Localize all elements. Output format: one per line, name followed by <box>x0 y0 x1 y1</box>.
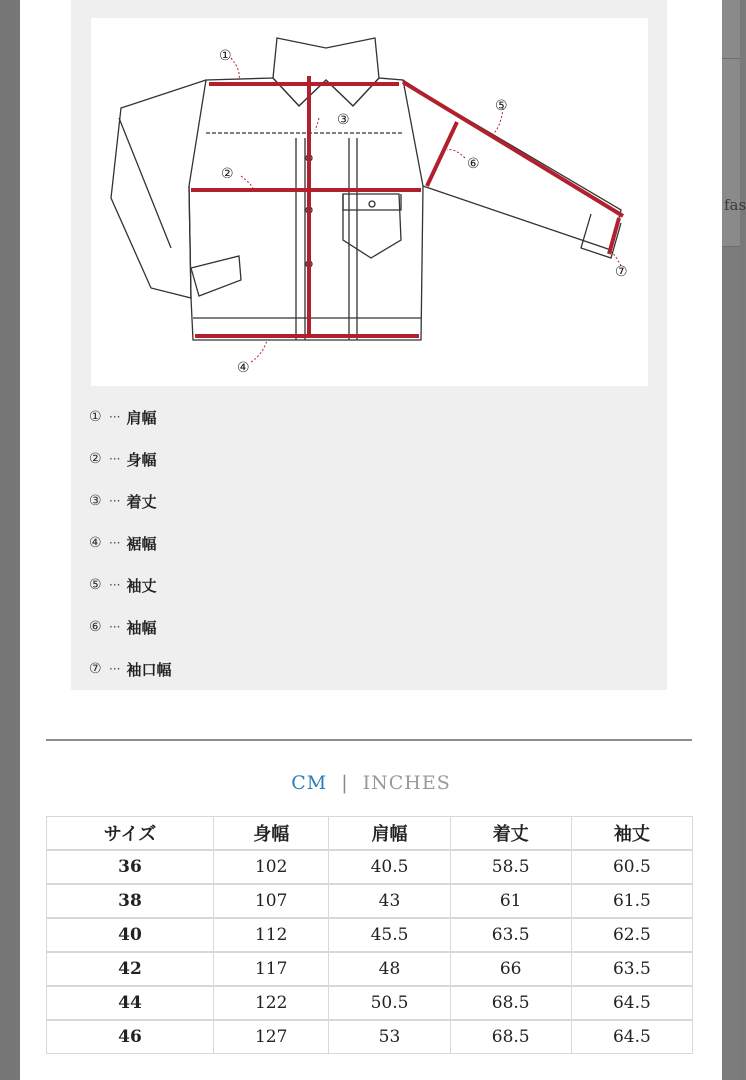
measurement-legend <box>89 396 171 690</box>
cell-length: 68.5 <box>450 986 571 1020</box>
cell-length: 68.5 <box>450 1020 571 1054</box>
section-divider <box>46 739 692 741</box>
legend-number: ⑥ <box>89 619 102 635</box>
legend-number: ⑦ <box>89 661 102 677</box>
unit-cm-tab[interactable]: CM <box>291 772 328 794</box>
measure-sleeve-length <box>403 82 623 216</box>
legend-label: 肩幅 <box>126 408 157 427</box>
cell-size: 42 <box>47 952 214 986</box>
cell-shoulder: 40.5 <box>329 850 450 884</box>
cell-shoulder: 43 <box>329 884 450 918</box>
size-guide-modal <box>20 0 722 1080</box>
measure-sleeve-width <box>427 122 457 186</box>
cell-size: 40 <box>47 918 214 952</box>
cell-length: 66 <box>450 952 571 986</box>
legend-item <box>89 648 171 690</box>
cell-size: 38 <box>47 884 214 918</box>
legend-number: ④ <box>89 535 102 551</box>
legend-item <box>89 522 171 564</box>
cell-length: 63.5 <box>450 918 571 952</box>
unit-inches-tab[interactable]: INCHES <box>362 772 451 794</box>
cell-size: 36 <box>47 850 214 884</box>
header-chest: 身幅 <box>214 817 329 851</box>
marker-3: ③ <box>337 112 350 128</box>
backdrop-left <box>0 0 20 1080</box>
cell-length: 61 <box>450 884 571 918</box>
table-row <box>47 918 693 952</box>
legend-dots: ··· <box>109 536 121 550</box>
marker-7: ⑦ <box>615 264 628 280</box>
legend-label: 着丈 <box>126 492 157 511</box>
legend-label: 裾幅 <box>126 534 157 553</box>
table-row <box>47 1020 693 1054</box>
jacket-diagram <box>91 18 648 386</box>
legend-number: ① <box>89 409 102 425</box>
legend-number: ⑤ <box>89 577 102 593</box>
marker-6: ⑥ <box>467 156 480 172</box>
table-row <box>47 884 693 918</box>
legend-dots: ··· <box>109 578 121 592</box>
marker-5: ⑤ <box>495 98 508 114</box>
marker-4: ④ <box>237 360 250 376</box>
cell-chest: 102 <box>214 850 329 884</box>
header-sleeve: 袖丈 <box>571 817 692 851</box>
cell-size: 46 <box>47 1020 214 1054</box>
cell-shoulder: 45.5 <box>329 918 450 952</box>
cell-sleeve: 61.5 <box>571 884 692 918</box>
legend-label: 袖口幅 <box>126 660 172 679</box>
unit-separator: | <box>341 772 349 794</box>
cell-shoulder: 50.5 <box>329 986 450 1020</box>
cell-chest: 107 <box>214 884 329 918</box>
table-row <box>47 850 693 884</box>
jacket-illustration <box>91 18 648 386</box>
background-text: fas <box>724 196 746 214</box>
cell-shoulder: 53 <box>329 1020 450 1054</box>
table-row <box>47 986 693 1020</box>
legend-label: 袖幅 <box>126 618 157 637</box>
backdrop-right <box>722 0 746 1080</box>
legend-label: 身幅 <box>126 450 157 469</box>
cell-sleeve: 64.5 <box>571 986 692 1020</box>
unit-toggle <box>20 772 722 794</box>
legend-dots: ··· <box>109 410 121 424</box>
legend-item <box>89 564 171 606</box>
legend-item <box>89 606 171 648</box>
cell-sleeve: 60.5 <box>571 850 692 884</box>
cell-length: 58.5 <box>450 850 571 884</box>
header-length: 着丈 <box>450 817 571 851</box>
legend-dots: ··· <box>109 494 121 508</box>
cell-size: 44 <box>47 986 214 1020</box>
legend-label: 袖丈 <box>126 576 157 595</box>
cell-sleeve: 64.5 <box>571 1020 692 1054</box>
legend-number: ③ <box>89 493 102 509</box>
cell-chest: 117 <box>214 952 329 986</box>
table-row <box>47 952 693 986</box>
cell-sleeve: 63.5 <box>571 952 692 986</box>
measurement-figure <box>71 0 667 690</box>
background-divider <box>722 58 740 59</box>
cell-chest: 122 <box>214 986 329 1020</box>
cell-shoulder: 48 <box>329 952 450 986</box>
cell-chest: 127 <box>214 1020 329 1054</box>
legend-number: ② <box>89 451 102 467</box>
legend-item <box>89 480 171 522</box>
table-header-row <box>47 817 693 851</box>
cell-chest: 112 <box>214 918 329 952</box>
legend-dots: ··· <box>109 452 121 466</box>
legend-dots: ··· <box>109 620 121 634</box>
header-size: サイズ <box>47 817 214 851</box>
legend-item <box>89 438 171 480</box>
legend-dots: ··· <box>109 662 121 676</box>
cell-sleeve: 62.5 <box>571 918 692 952</box>
marker-1: ① <box>219 48 232 64</box>
size-table <box>46 816 693 1054</box>
marker-2: ② <box>221 166 234 182</box>
header-shoulder: 肩幅 <box>329 817 450 851</box>
legend-item <box>89 396 171 438</box>
